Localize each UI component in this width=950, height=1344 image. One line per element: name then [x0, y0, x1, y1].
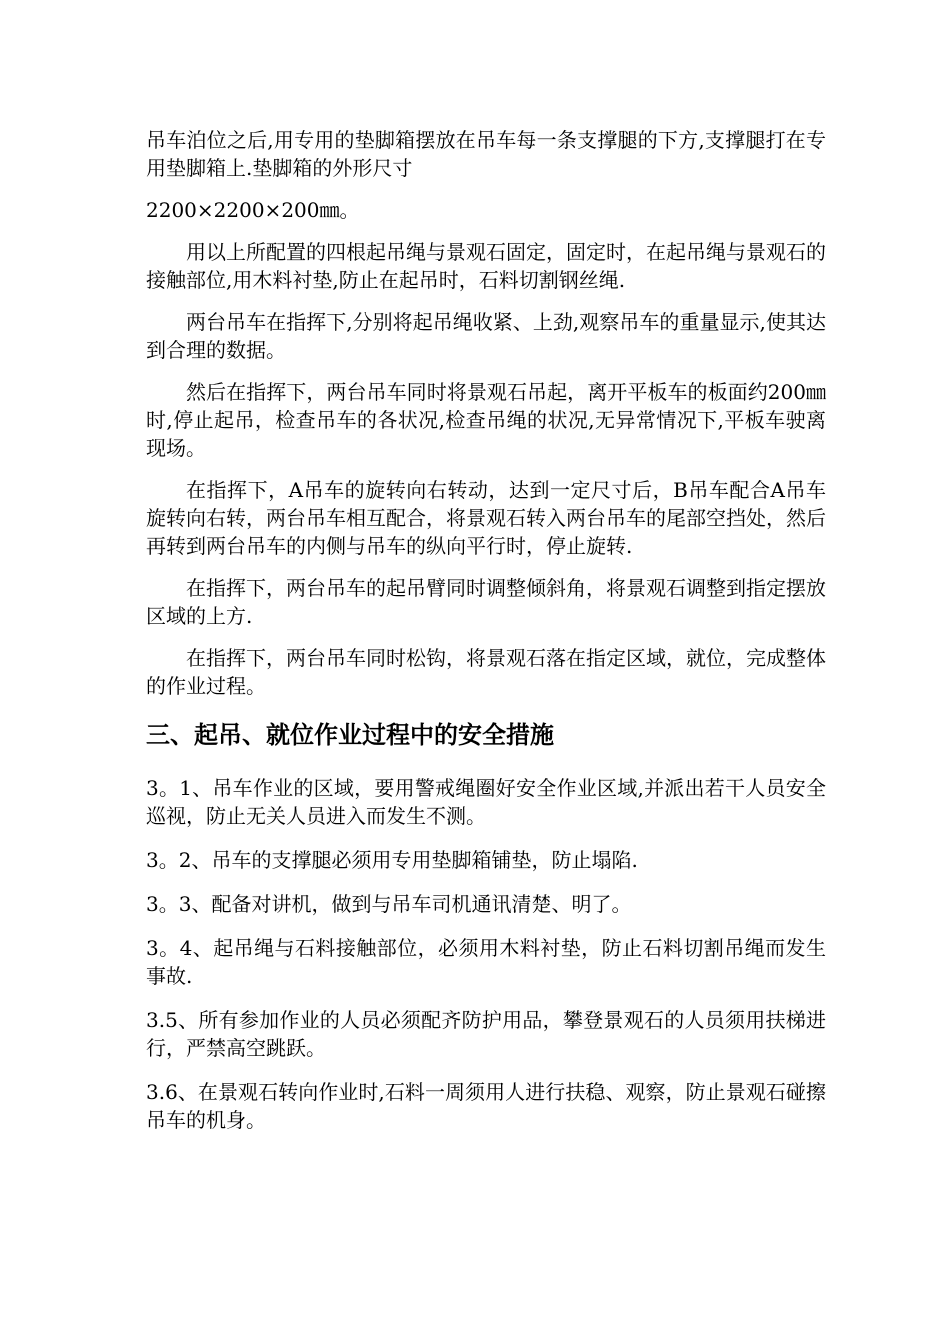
document-content [146, 126, 826, 1150]
paragraph-outrigger-pads: 吊车泊位之后,用专用的垫脚箱摆放在吊车每一条支撑腿的下方,支撑腿打在专用垫脚箱上.垫脚箱的外形尺寸 [146, 128, 826, 180]
section-heading-safety: 三、起吊、就位作业过程中的安全措施 [146, 721, 554, 749]
paragraph-tension-ropes: 两台吊车在指挥下,分别将起吊绳收紧、上劲,观察吊车的重量显示,使其达到合理的数据。 [146, 310, 826, 362]
safety-item: 3.6、在景观石转向作业时,石料一周须用人进行扶稳、观察，防止景观石碰擦吊车的机身。 [146, 1080, 826, 1132]
paragraph-placement: 在指挥下，两台吊车同时松钩，将景观石落在指定区域，就位，完成整体的作业过程。 [146, 646, 826, 698]
paragraph-rope-fixing: 用以上所配置的四根起吊绳与景观石固定，固定时，在起吊绳与景观石的接触部位,用木料衬垫,防止在起吊时，石料切割钢丝绳. [146, 240, 826, 292]
paragraph-initial-lift: 然后在指挥下，两台吊车同时将景观石吊起，离开平板车的板面约200㎜时,停止起吊，检查吊车的各状况,检查吊绳的状况,无异常情况下,平板车驶离现场。 [146, 380, 826, 460]
paragraph-rotation: 在指挥下，A吊车的旋转向右转动，达到一定尺寸后，B吊车配合A吊车旋转向右转，两台吊车相互配合，将景观石转入两台吊车的尾部空挡处，然后再转到两台吊车的内侧与吊车的纵向平行时，停止旋转. [146, 478, 826, 558]
safety-item: 3。4、起吊绳与石料接触部位，必须用木料衬垫，防止石料切割吊绳而发生事故. [146, 936, 826, 988]
safety-item: 3。3、配备对讲机，做到与吊车司机通讯清楚、明了。 [146, 892, 632, 916]
safety-item: 3。1、吊车作业的区域，要用警戒绳圈好安全作业区域,并派出若干人员安全巡视，防止无关人员进入而发生不测。 [146, 776, 826, 828]
safety-measures-list [146, 774, 826, 1134]
paragraph-boom-adjust: 在指挥下，两台吊车的起吊臂同时调整倾斜角，将景观石调整到指定摆放区域的上方. [146, 576, 826, 628]
paragraph-pad-dimensions: 2200×2200×200㎜。 [146, 198, 360, 222]
safety-item: 3.5、所有参加作业的人员必须配齐防护用品，攀登景观石的人员须用扶梯进行，严禁高空跳跃。 [146, 1008, 826, 1060]
safety-item: 3。2、吊车的支撑腿必须用专用垫脚箱铺垫，防止塌陷. [146, 848, 638, 872]
